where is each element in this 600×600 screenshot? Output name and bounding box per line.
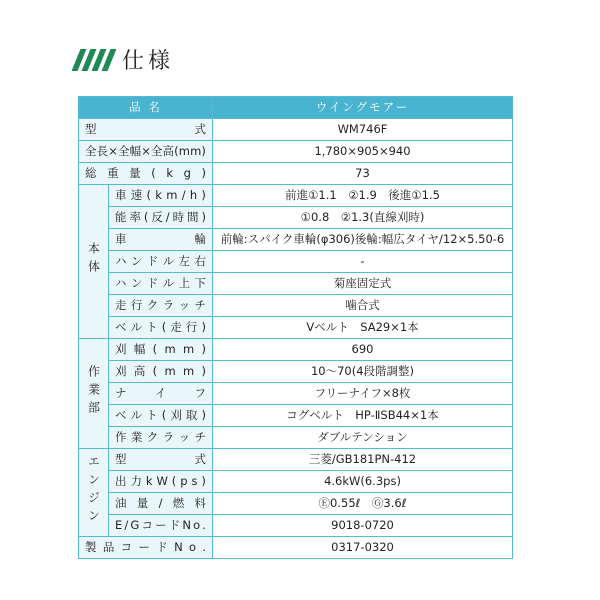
row-value: 0317-0320 (213, 537, 513, 559)
row-label-text: 総 重 量 ( k g ) (85, 165, 206, 180)
table-row (79, 251, 513, 273)
row-label (79, 163, 213, 185)
row-label-text: ハ ン ド ル 左 右 (115, 253, 206, 268)
group-label-text: エンジン (86, 455, 101, 528)
row-value: 690 (213, 339, 513, 361)
row-value: 73 (213, 163, 513, 185)
row-label-text: 車 輪 (115, 231, 206, 246)
group-label (79, 449, 109, 537)
row-value: 1,780×905×940 (213, 141, 513, 163)
row-label (109, 493, 213, 515)
row-label-text: 全 長 × 全 幅 × 全 高 ( m m ) (85, 143, 206, 158)
row-label (109, 207, 213, 229)
table-row (79, 185, 513, 207)
group-label (79, 185, 109, 339)
group-label (79, 339, 109, 449)
row-label-text: 作 業 ク ラ ッ チ (115, 429, 206, 444)
table-row (79, 471, 513, 493)
group-label-text: 本体 (86, 242, 101, 279)
table-row (79, 119, 513, 141)
row-value: 9018-0720 (213, 515, 513, 537)
row-label (109, 273, 213, 295)
table-row (79, 229, 513, 251)
row-label-text: 製 品 コ ー ド N o . (85, 539, 206, 554)
row-label (109, 317, 213, 339)
row-label-text: 刈 高 ( m m ) (115, 363, 206, 378)
row-value: ①0.8 ②1.3(直線刈時) (213, 207, 513, 229)
row-value: Vベルト SA29×1本 (213, 317, 513, 339)
table-row (79, 295, 513, 317)
row-value: - (213, 251, 513, 273)
table-row (79, 383, 513, 405)
header-value: ウイングモアー (213, 97, 513, 119)
row-label (109, 251, 213, 273)
row-label-text: ベ ル ト ( 刈 取 ) (115, 407, 206, 422)
row-label (109, 383, 213, 405)
table-row (79, 141, 513, 163)
row-label-text: 型 式 (85, 121, 206, 136)
row-label (109, 339, 213, 361)
row-value: 前輪:スパイク車輪(φ306)後輪:幅広タイヤ/12×5.50-6 (213, 229, 513, 251)
group-label-text: 作業部 (86, 365, 101, 420)
row-label (109, 361, 213, 383)
table-row (79, 339, 513, 361)
table-row (79, 207, 513, 229)
table-row (79, 427, 513, 449)
row-label-text: 油 量 / 燃 料 (115, 495, 206, 510)
row-label (109, 449, 213, 471)
row-label (79, 119, 213, 141)
row-label-text: ベ ル ト ( 走 行 ) (115, 319, 206, 334)
row-label (79, 141, 213, 163)
row-label-text: ナ イ フ (115, 385, 206, 400)
row-value: 三菱/GB181PN-412 (213, 449, 513, 471)
row-label (79, 537, 213, 559)
row-label-text: 車 速 ( k m / h ) (115, 187, 206, 202)
table-row (79, 163, 513, 185)
row-value: Ⓔ0.55ℓ Ⓖ3.6ℓ (213, 493, 513, 515)
table-row (79, 449, 513, 471)
row-label-text: 出 力 k W ( p s ) (115, 473, 206, 488)
row-label-text: ハ ン ド ル 上 下 (115, 275, 206, 290)
row-value: フリーナイフ×8枚 (213, 383, 513, 405)
row-label-text: E / G コ ー ド N o . (115, 517, 206, 532)
row-label (109, 295, 213, 317)
stripes-icon (76, 49, 112, 71)
row-label-text: 能 率 ( 反 / 時 間 ) (115, 209, 206, 224)
row-value: 噛合式 (213, 295, 513, 317)
table-row (79, 273, 513, 295)
row-value: WM746F (213, 119, 513, 141)
table-row (79, 515, 513, 537)
row-label (109, 427, 213, 449)
section-header (76, 44, 174, 75)
row-value: 10〜70(4段階調整) (213, 361, 513, 383)
row-label (109, 229, 213, 251)
table-row (79, 405, 513, 427)
row-value: 4.6kW(6.3ps) (213, 471, 513, 493)
row-value: 菊座固定式 (213, 273, 513, 295)
row-value: ダブルテンション (213, 427, 513, 449)
row-label-text: 型 式 (115, 451, 206, 466)
table-row (79, 493, 513, 515)
row-label-text: 刈 幅 ( m m ) (115, 341, 206, 356)
row-label (109, 471, 213, 493)
table-row (79, 537, 513, 559)
section-title: 仕様 (122, 49, 175, 74)
header-label: 品 名 (79, 97, 213, 119)
row-label-text: 走 行 ク ラ ッ チ (115, 297, 206, 312)
row-value: 前進①1.1 ②1.9 後進①1.5 (213, 185, 513, 207)
row-label (109, 515, 213, 537)
table-row (79, 317, 513, 339)
row-label (109, 405, 213, 427)
table-header-row (79, 97, 513, 119)
row-label (109, 185, 213, 207)
table-row (79, 361, 513, 383)
spec-table (78, 96, 513, 559)
row-value: コグベルト HP-ⅡSB44×1本 (213, 405, 513, 427)
